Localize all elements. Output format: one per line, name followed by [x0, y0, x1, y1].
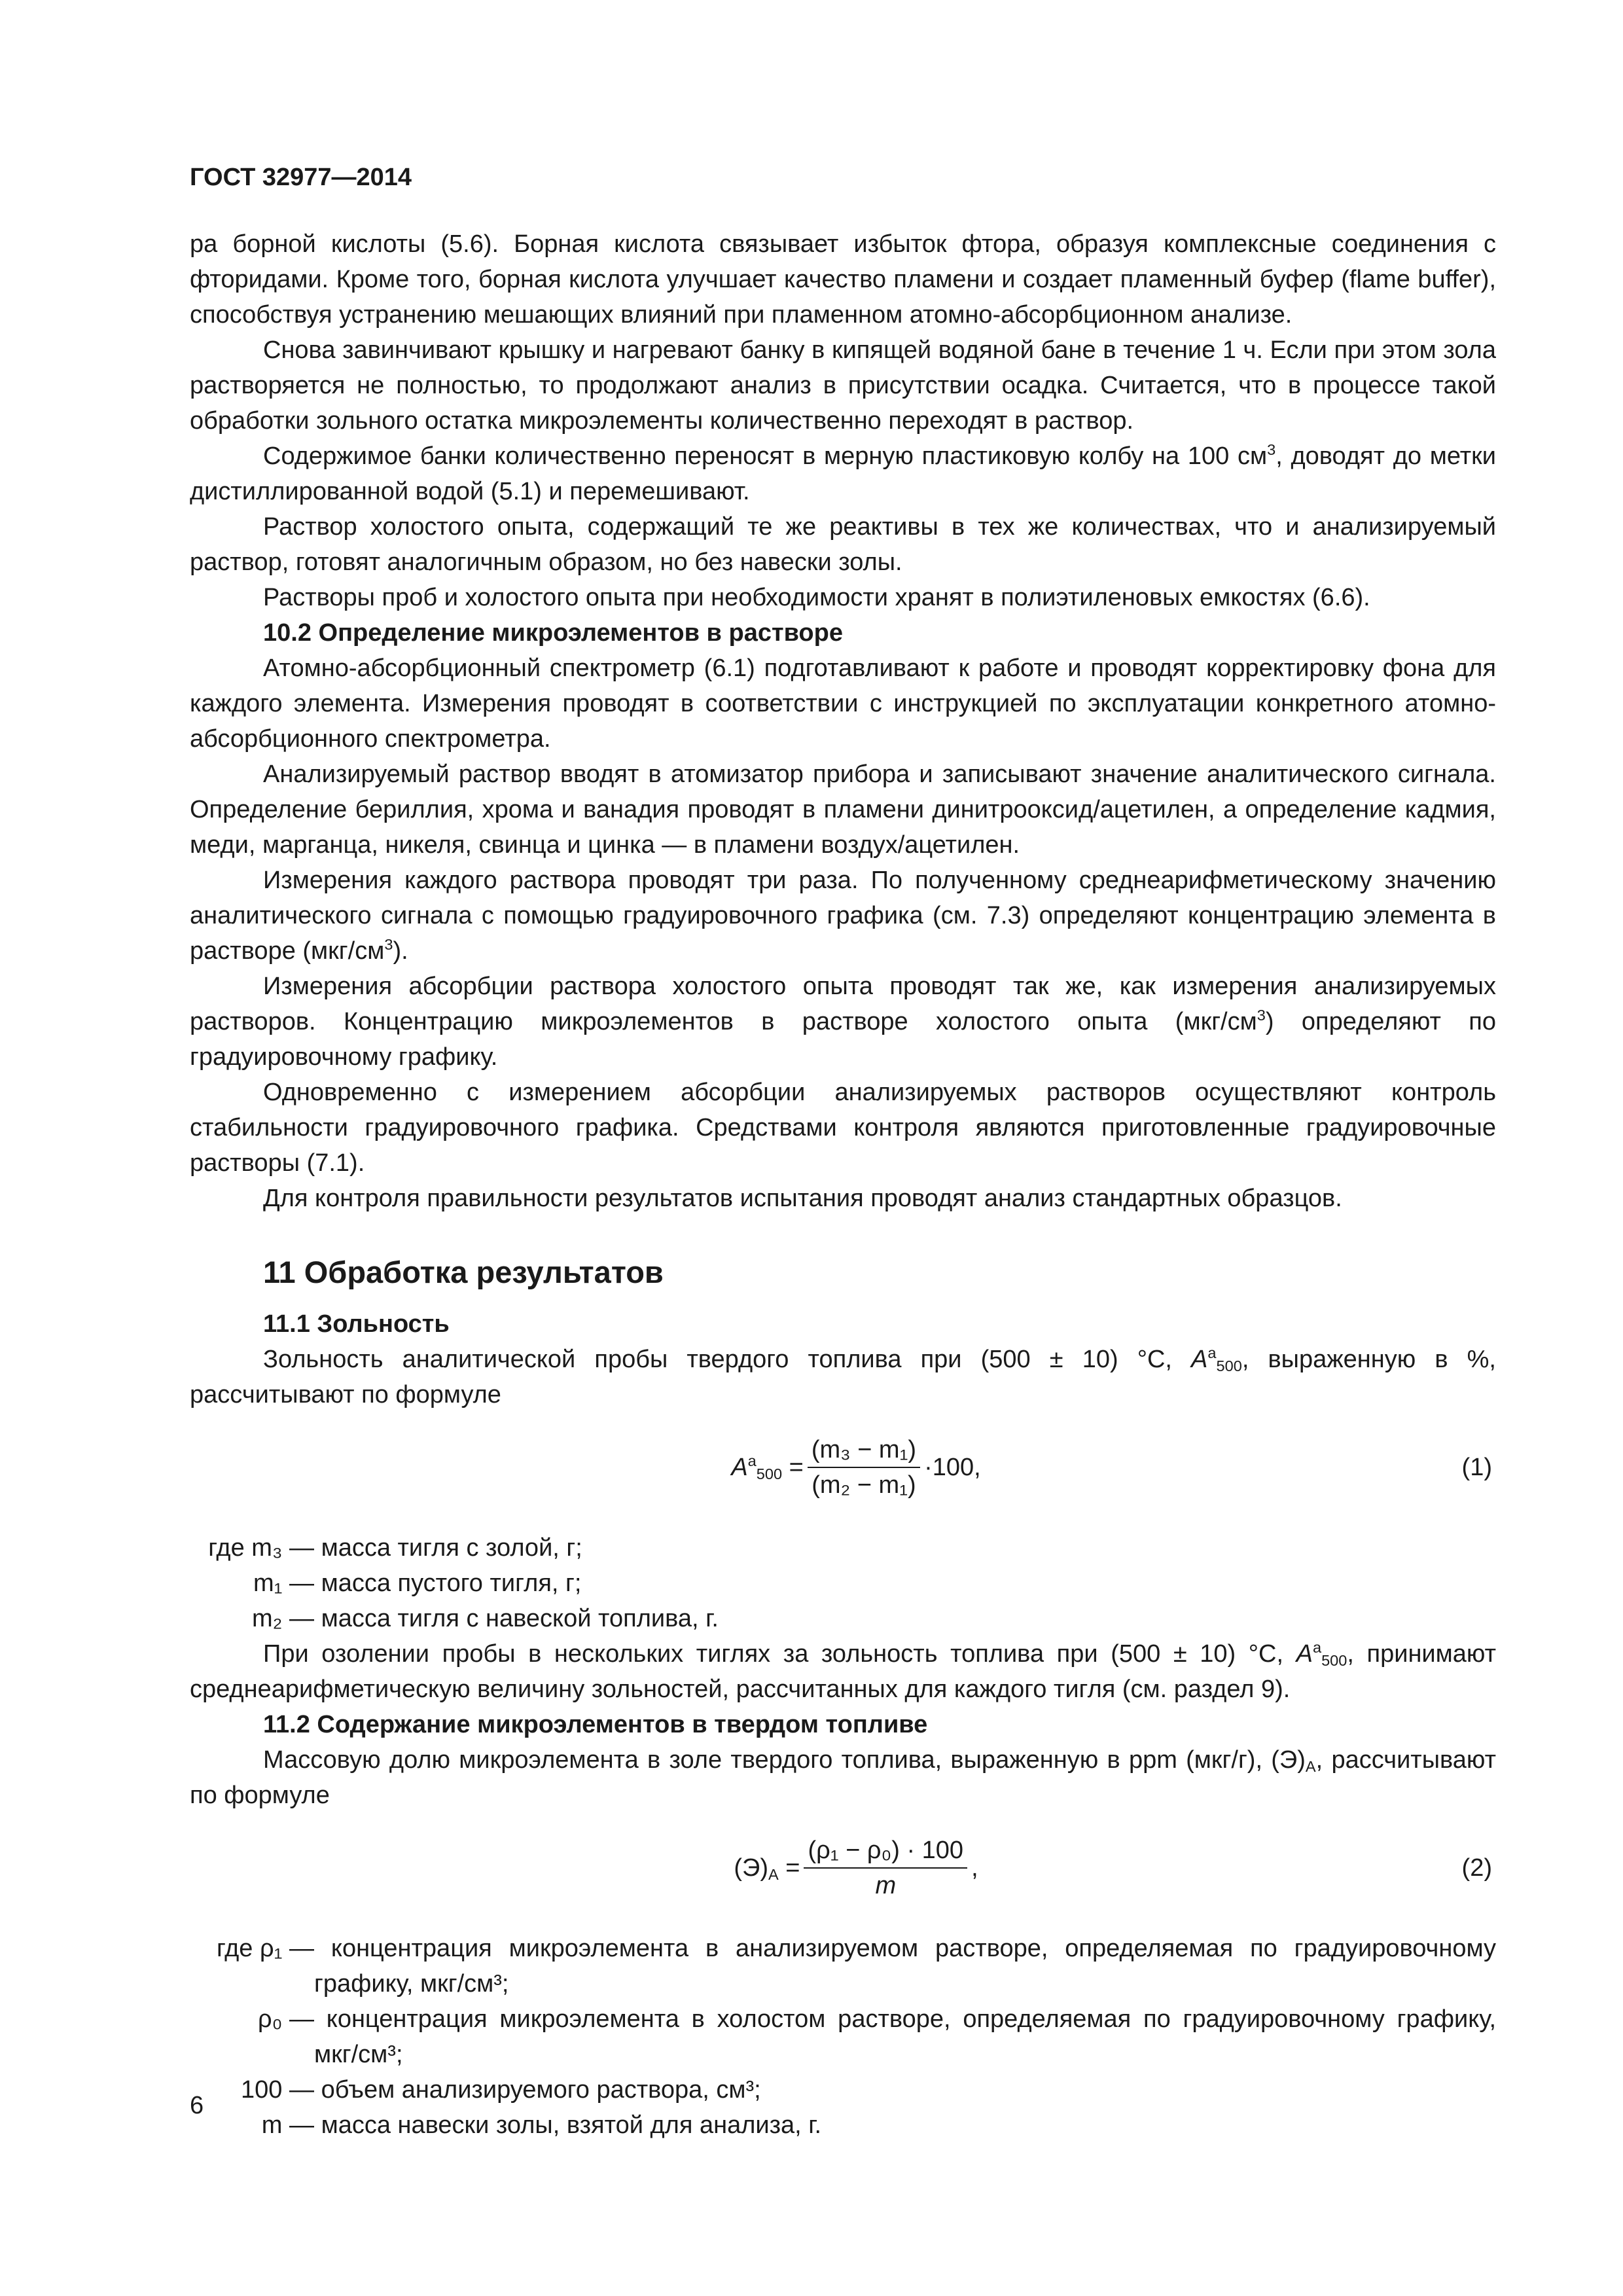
- paragraph-atomizer: Анализируемый раствор вводят в атомизатор прибора и записывают значение аналитического сигнала. Определение бериллия, хрома и ванадия проводят в пламени динитрооксид/ацетилен, а определение кадмия, меди, марганца, никеля, свинца и цинка — в пламени воздух/ацетилен.: [190, 761, 1496, 859]
- formula-2-tail: ,: [971, 1854, 978, 1882]
- where-item: [190, 1931, 1496, 2001]
- paragraph-reference-samples: Для контроля правильности результатов испытания проводят анализ стандартных образцов.: [263, 1185, 1342, 1212]
- where-desc: масса тигля с навеской топлива, г.: [321, 1605, 719, 1632]
- page-body: [190, 164, 1496, 2143]
- heading-11-1: 11.1 Зольность: [263, 1310, 450, 1338]
- where-desc: объем анализируемого раствора, см³;: [321, 2076, 761, 2104]
- where-list-2: [190, 1931, 1496, 2143]
- heading-11-2: 11.2 Содержание микроэлементов в твердом топливе: [263, 1711, 928, 1738]
- where-item: [190, 1530, 1496, 1566]
- paragraph-boric-acid: ра борной кислоты (5.6). Борная кислота связывает избыток фтора, образуя комплексные соединения с фторидами. Кроме того, борная кислота улучшает качество пламени и создает пламенный буфер (flame buffer), способствуя устранению мешающих влияний при пламенном атомно-абсорбционном анализе.: [190, 230, 1496, 329]
- where-desc: масса пустого тигля, г;: [321, 1570, 582, 1597]
- where-item: [190, 2108, 1496, 2143]
- where-term: 100 —: [241, 2076, 314, 2104]
- paragraph-storage: Растворы проб и холостого опыта при необходимости хранят в полиэтиленовых емкостях (6.6).: [263, 584, 1370, 611]
- formula-2: [190, 1822, 1496, 1914]
- where-desc: масса навески золы, взятой для анализа, г.: [321, 2111, 822, 2139]
- where-item: [190, 2072, 1496, 2108]
- where-item: [190, 2001, 1496, 2072]
- paragraph-multiple-crucibles: При озолении пробы в нескольких тиглях за зольность топлива при (500 ± 10) °С, $A^a_{500}$, принимают среднеарифметическую величину зольностей, рассчитанных для каждого тигля (см. раздел 9).: [190, 1638, 1496, 1703]
- formula-1: [190, 1422, 1496, 1513]
- formula-1-numerator: (m₃ − m₁): [808, 1434, 920, 1468]
- formula-1-number: (1): [1461, 1454, 1492, 1481]
- formula-2-lhs: $(Э)_А$ =: [734, 1854, 800, 1883]
- paragraph-transfer: Содержимое банки количественно переносят в мерную пластиковую колбу на 100 $см^3$, доводят до метки дистиллированной водой (5.1) и перемешивают.: [190, 440, 1496, 505]
- page-number: 6: [190, 2092, 204, 2119]
- where-item: [190, 1601, 1496, 1636]
- paragraph-ash-content: Зольность аналитической пробы твердого топлива при (500 ± 10) °С, $A^a_{500}$, выраженную в %, рассчитывают по формуле: [190, 1344, 1496, 1408]
- heading-10-2: 10.2 Определение микроэлементов в растворе: [263, 619, 843, 647]
- document-header: ГОСТ 32977—2014: [190, 164, 412, 191]
- where-term: ρ₀ —: [258, 2005, 314, 2033]
- heading-section-11: 11 Обработка результатов: [263, 1255, 664, 1289]
- where-term: где m₃ —: [208, 1534, 314, 1562]
- where-desc: концентрация микроэлемента в анализируемом растворе, определяемая по градуировочному графику, мкг/см³;: [314, 1935, 1496, 1998]
- formula-1-tail: ·100,: [924, 1454, 981, 1481]
- paragraph-stability-control: Одновременно с измерением абсорбции анализируемых растворов осуществляют контроль стабильности градуировочного графика. Средствами контроля являются приготовленные градуировочные растворы (7.1).: [190, 1079, 1496, 1177]
- formula-1-denominator: (m₂ − m₁): [812, 1471, 916, 1499]
- formula-2-numerator: (ρ₁ − ρ₀) · 100: [804, 1835, 967, 1869]
- paragraph-spectrometer: Атомно-абсорбционный спектрометр (6.1) подготавливают к работе и проводят корректировку фона для каждого элемента. Измерения проводят в соответствии с инструкцией по эксплуатации конкретного атомно-абсорбционного спектрометра.: [190, 655, 1496, 753]
- formula-2-number: (2): [1461, 1854, 1492, 1882]
- where-list-1: [190, 1530, 1496, 1636]
- paragraph-blank-solution: Раствор холостого опыта, содержащий те же реактивы в тех же количествах, что и анализируемый раствор, готовят аналогичным образом, но без навески золы.: [190, 513, 1496, 576]
- where-term: где ρ₁ —: [216, 1935, 314, 1962]
- paragraph-blank-absorption: Измерения абсорбции раствора холостого опыта проводят так же, как измерения анализируемых растворов. Концентрацию микроэлементов в растворе холостого опыта $(мкг/см^3)$ определяют по градуировочному графику.: [190, 973, 1496, 1071]
- formula-2-denominator: m: [875, 1872, 897, 1899]
- where-item: [190, 1566, 1496, 1601]
- where-desc: масса тигля с золой, г;: [321, 1534, 582, 1562]
- formula-1-fraction: [808, 1434, 920, 1501]
- paragraph-mass-fraction: Массовую долю микроэлемента в золе твердого топлива, выраженную в ppm (мкг/г), $(Э)_А$, рассчитывают по формуле: [190, 1746, 1496, 1809]
- formula-1-lhs: $A^a_{500}$ =: [731, 1452, 804, 1482]
- paragraph-water-bath: Снова завинчивают крышку и нагревают банку в кипящей водяной бане в течение 1 ч. Если при этом зола растворяется не полностью, то продолжают анализ в присутствии осадка. Считается, что в процессе такой обработки зольного остатка микроэлементы количественно переходят в раствор.: [190, 336, 1496, 435]
- where-desc: концентрация микроэлемента в холостом растворе, определяемая по градуировочному графику, мкг/см³;: [314, 2005, 1496, 2068]
- formula-2-fraction: [804, 1835, 967, 1901]
- paragraph-measurements: Измерения каждого раствора проводят три раза. По полученному среднеарифметическому значению аналитического сигнала с помощью градуировочного графика (см. 7.3) определяют концентрацию элемента в растворе $(мкг/см^3)$.: [190, 867, 1496, 965]
- where-term: m₂ —: [252, 1605, 314, 1632]
- where-term: m —: [261, 2111, 314, 2139]
- where-term: m₁ —: [253, 1570, 314, 1597]
